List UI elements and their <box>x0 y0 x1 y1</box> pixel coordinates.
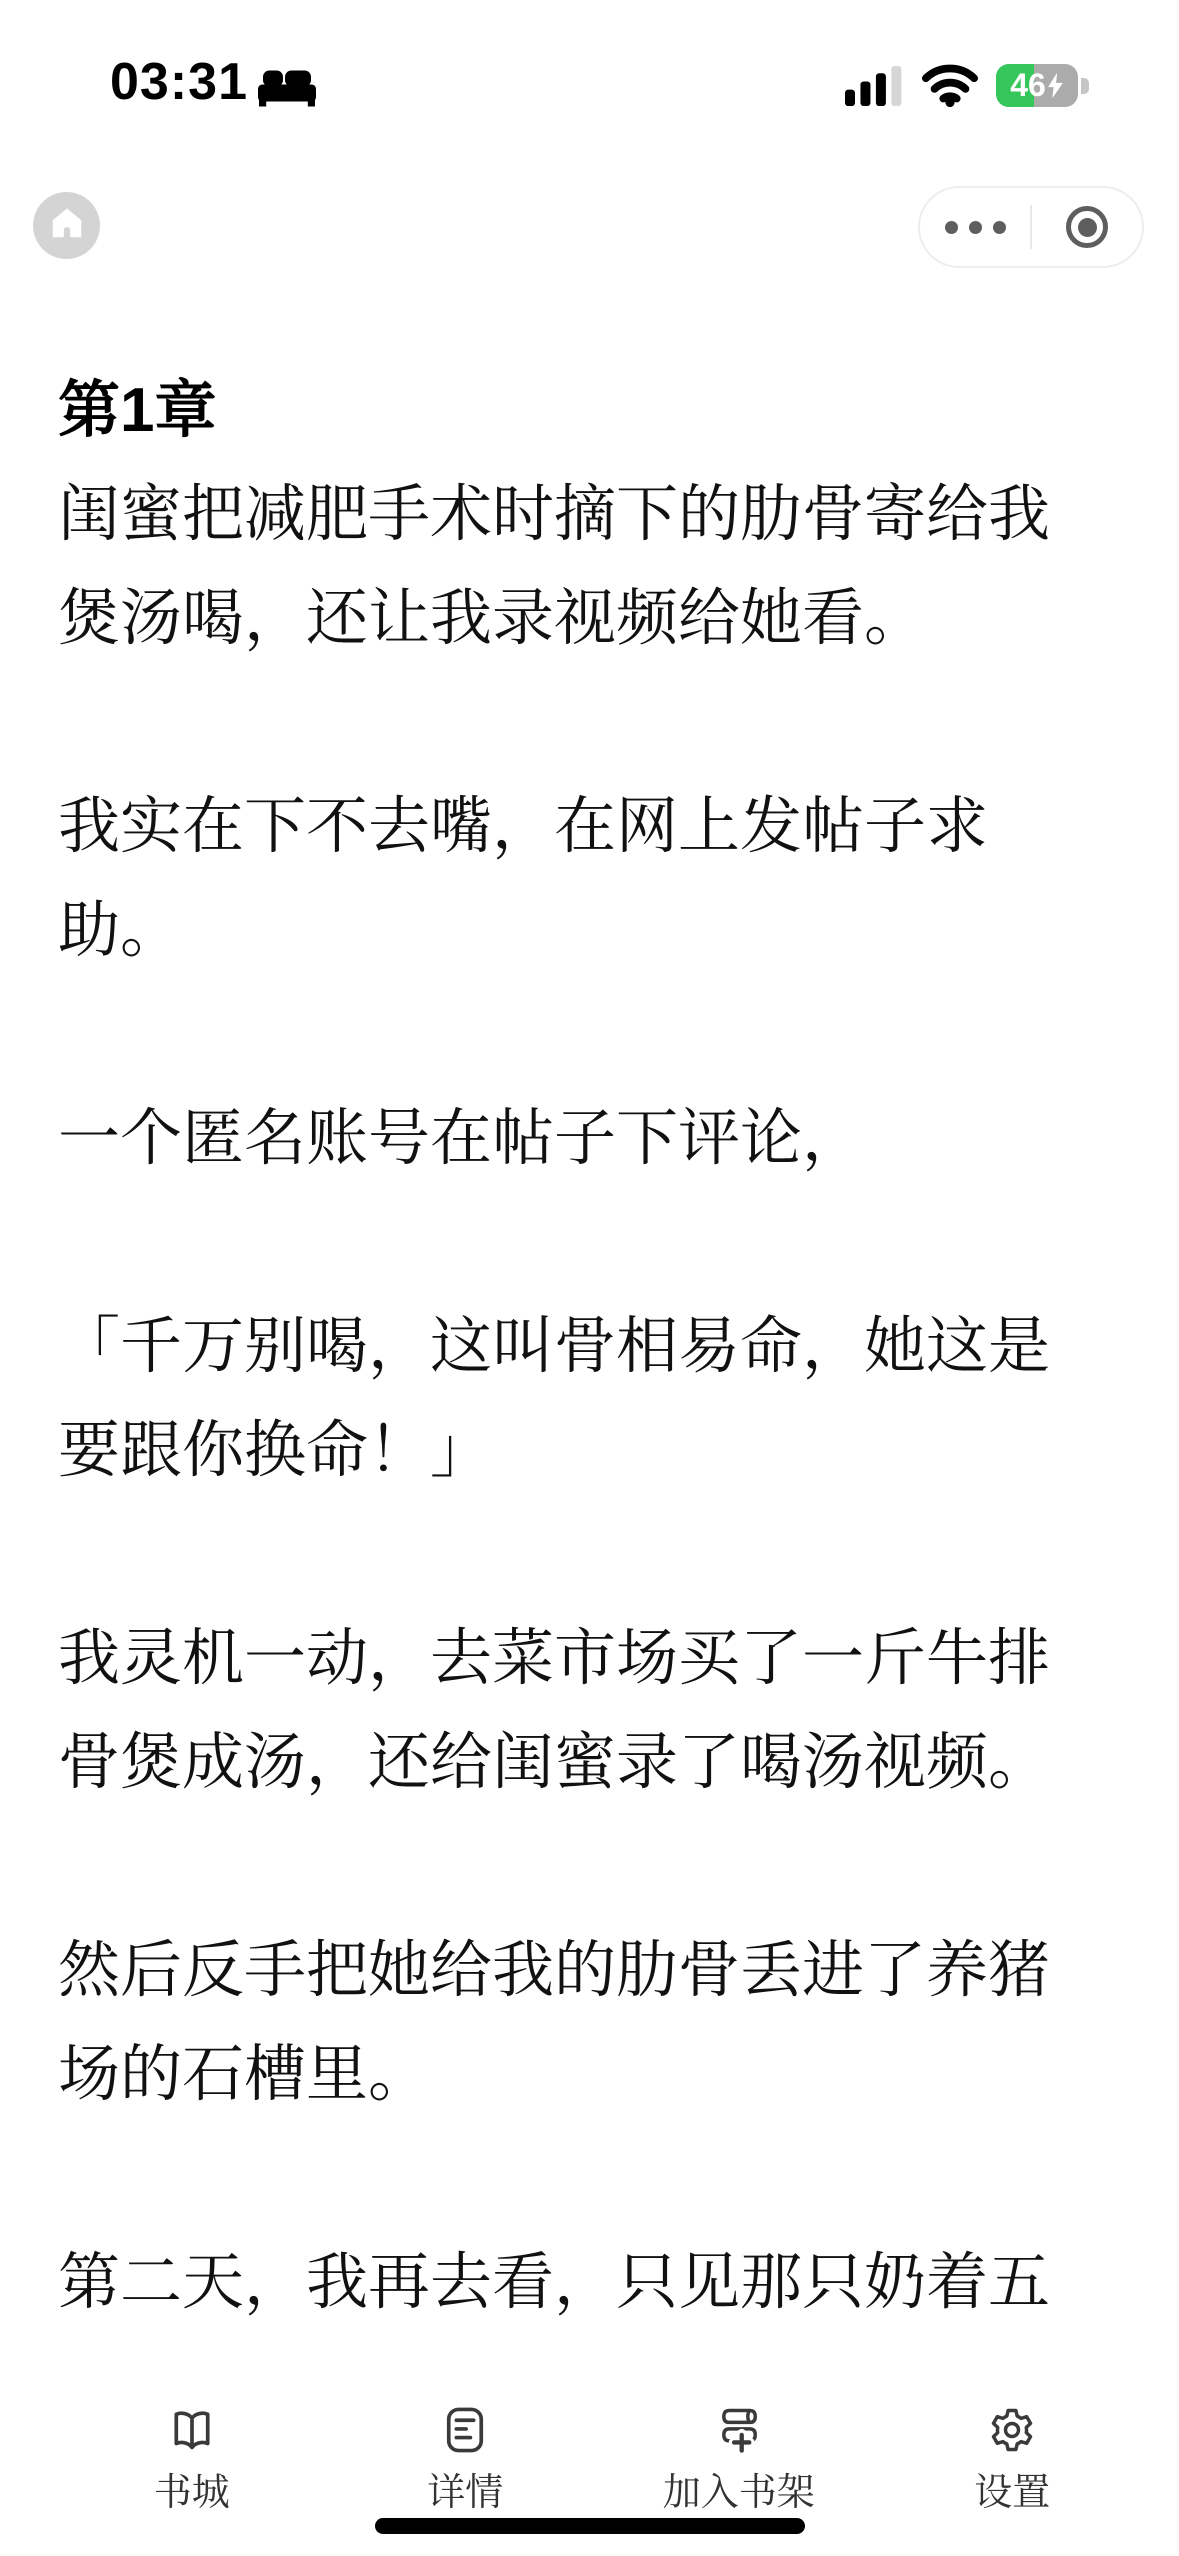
paragraph: 闺蜜把减肥手术时摘下的肋骨寄给我煲汤喝，还让我录视频给她看。 <box>58 480 1051 653</box>
bedtime-focus-icon <box>258 70 316 107</box>
exit-button[interactable] <box>1032 188 1142 266</box>
tab-label: 设置 <box>974 2472 1051 2514</box>
reader-content <box>58 359 1058 2335</box>
charging-bolt-icon <box>1047 72 1064 99</box>
tab-settings[interactable] <box>876 2404 1150 2556</box>
paragraph: 一个匿名账号在帖子下评论， <box>58 1104 865 1173</box>
battery-indicator <box>996 64 1078 107</box>
tab-label: 加入书架 <box>662 2472 815 2514</box>
bookstore-icon <box>166 2404 218 2461</box>
paragraph: 第二天，我再去看，只见那只奶着五 <box>58 2248 1051 2317</box>
home-button[interactable] <box>33 192 100 259</box>
details-icon <box>439 2404 491 2461</box>
wifi-icon <box>921 63 979 108</box>
more-button[interactable] <box>920 188 1030 266</box>
home-indicator[interactable] <box>375 2518 805 2534</box>
paragraph: 我灵机一动，去菜市场买了一斤牛排骨煲成汤，还给闺蜜录了喝汤视频。 <box>58 1624 1051 1797</box>
home-icon <box>48 204 86 247</box>
tab-label: 详情 <box>427 2472 504 2514</box>
more-dots-icon <box>945 221 1006 234</box>
paragraph: 然后反手把她给我的肋骨丢进了养猪场的石槽里。 <box>58 1936 1051 2109</box>
tab-label: 书城 <box>153 2472 230 2514</box>
capsule-menu <box>918 186 1144 268</box>
paragraph: 我实在下不去嘴，在网上发帖子求助。 <box>58 792 989 965</box>
clock-time: 03:31 <box>110 53 248 111</box>
capsule-target-icon <box>1066 206 1108 248</box>
settings-icon <box>986 2404 1038 2461</box>
chapter-title: 第1章 <box>58 376 217 445</box>
tab-bookstore[interactable] <box>55 2404 329 2556</box>
add-to-bookshelf-icon <box>713 2404 765 2461</box>
paragraph: 「千万别喝，这叫骨相易命，她这是要跟你换命！」 <box>58 1312 1051 1485</box>
battery-percent: 46 <box>1010 67 1046 103</box>
battery-cap <box>1081 78 1089 94</box>
cellular-signal-icon <box>845 64 905 108</box>
